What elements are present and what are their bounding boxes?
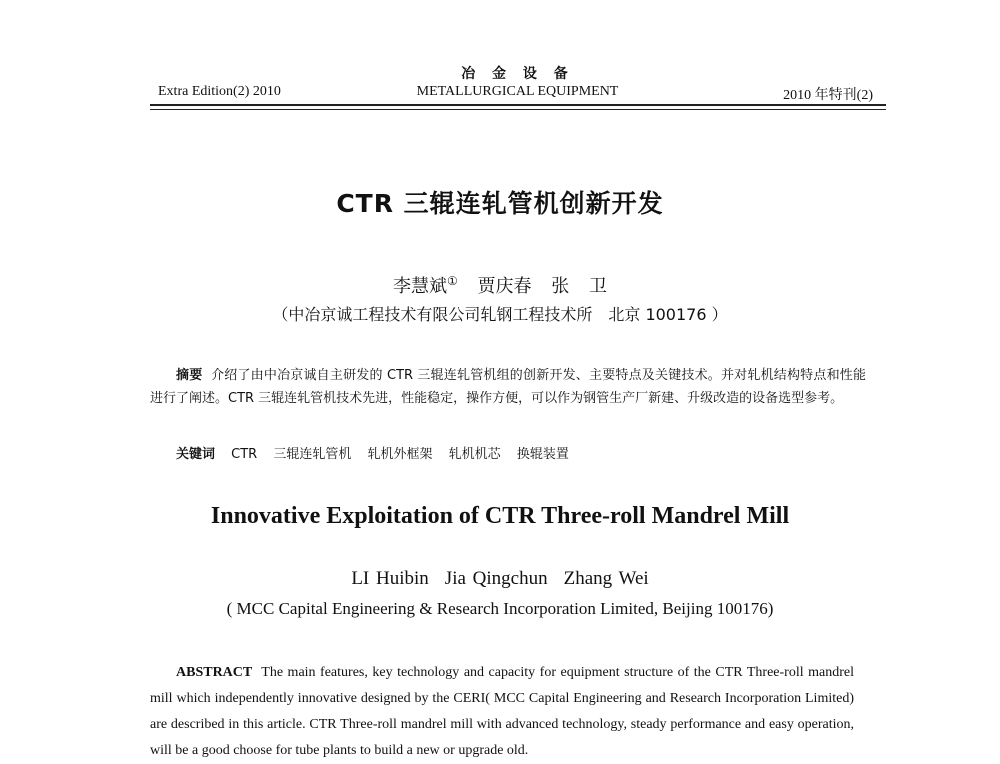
abstract-label-en: ABSTRACT (176, 665, 253, 680)
authors-en (0, 568, 1000, 590)
author-footnote-mark: ① (447, 274, 458, 288)
keyword: 轧机外框架 (367, 447, 433, 462)
journal-name-en: METALLURGICAL EQUIPMENT (416, 84, 619, 99)
abstract-cn (150, 364, 866, 410)
keyword: 三辊连轧管机 (273, 447, 352, 462)
keywords-cn (176, 443, 569, 462)
header-rule-thin (150, 109, 886, 110)
author-en: Zhang Wei (563, 568, 649, 589)
keyword: CTR (231, 447, 258, 462)
journal-name-cn: 冶 金 设 备 (461, 66, 574, 82)
abstract-text-cn: 介绍了由中冶京诚自主研发的 CTR 三辊连轧管机组的创新开发、主要特点及关键技术。并对轧机结构特点和性能进行了阐述。CTR 三辊连轧管机技术先进，性能稳定，操作方便，可以作为钢管生产厂新建、升级改造的设备选型参考。 (150, 368, 866, 406)
page-title-en: Innovative Exploitation of CTR Three-roll Mandrel Mill (210, 503, 790, 529)
abstract-label-cn: 摘要 (176, 368, 203, 383)
keywords-label-cn: 关键词 (176, 447, 216, 462)
abstract-en (150, 660, 854, 764)
authors-cn (0, 272, 1000, 298)
author-en: LI Huibin (351, 568, 429, 589)
author-en: Jia Qingchun (444, 568, 548, 589)
keyword: 换辊装置 (516, 447, 569, 462)
author-first-cn: 李慧斌 (393, 276, 448, 297)
journal-name (150, 66, 885, 100)
affiliation-cn: （中冶京诚工程技术有限公司轧钢工程技术所 北京 100176 ） (272, 305, 728, 324)
affiliation-en: ( MCC Capital Engineering & Research Incorporation Limited, Beijing 100176) (226, 599, 774, 618)
keyword: 轧机机芯 (448, 447, 501, 462)
header-rule (150, 104, 886, 106)
header-edition: Extra Edition(2) 2010 (158, 84, 281, 99)
abstract-text-en: The main features, key technology and capacity for equipment structure of the CTR Three-roll mandrel mill which independently innovative designed by the CERI( MCC Capital Engineering and Research Incorporation Limited) are described in this article. CTR Three-roll mandrel mill with advanced technology, steady performance and easy operation, will be a good choose for tube plants to build a new or upgrade old. (150, 665, 855, 758)
header-issue: 2010 年特刊(2) (783, 88, 873, 103)
running-header (150, 62, 885, 108)
page-title-cn: CTR 三辊连轧管机创新开发 (336, 189, 664, 218)
author-others-cn: 贾庆春 张 卫 (477, 276, 607, 297)
